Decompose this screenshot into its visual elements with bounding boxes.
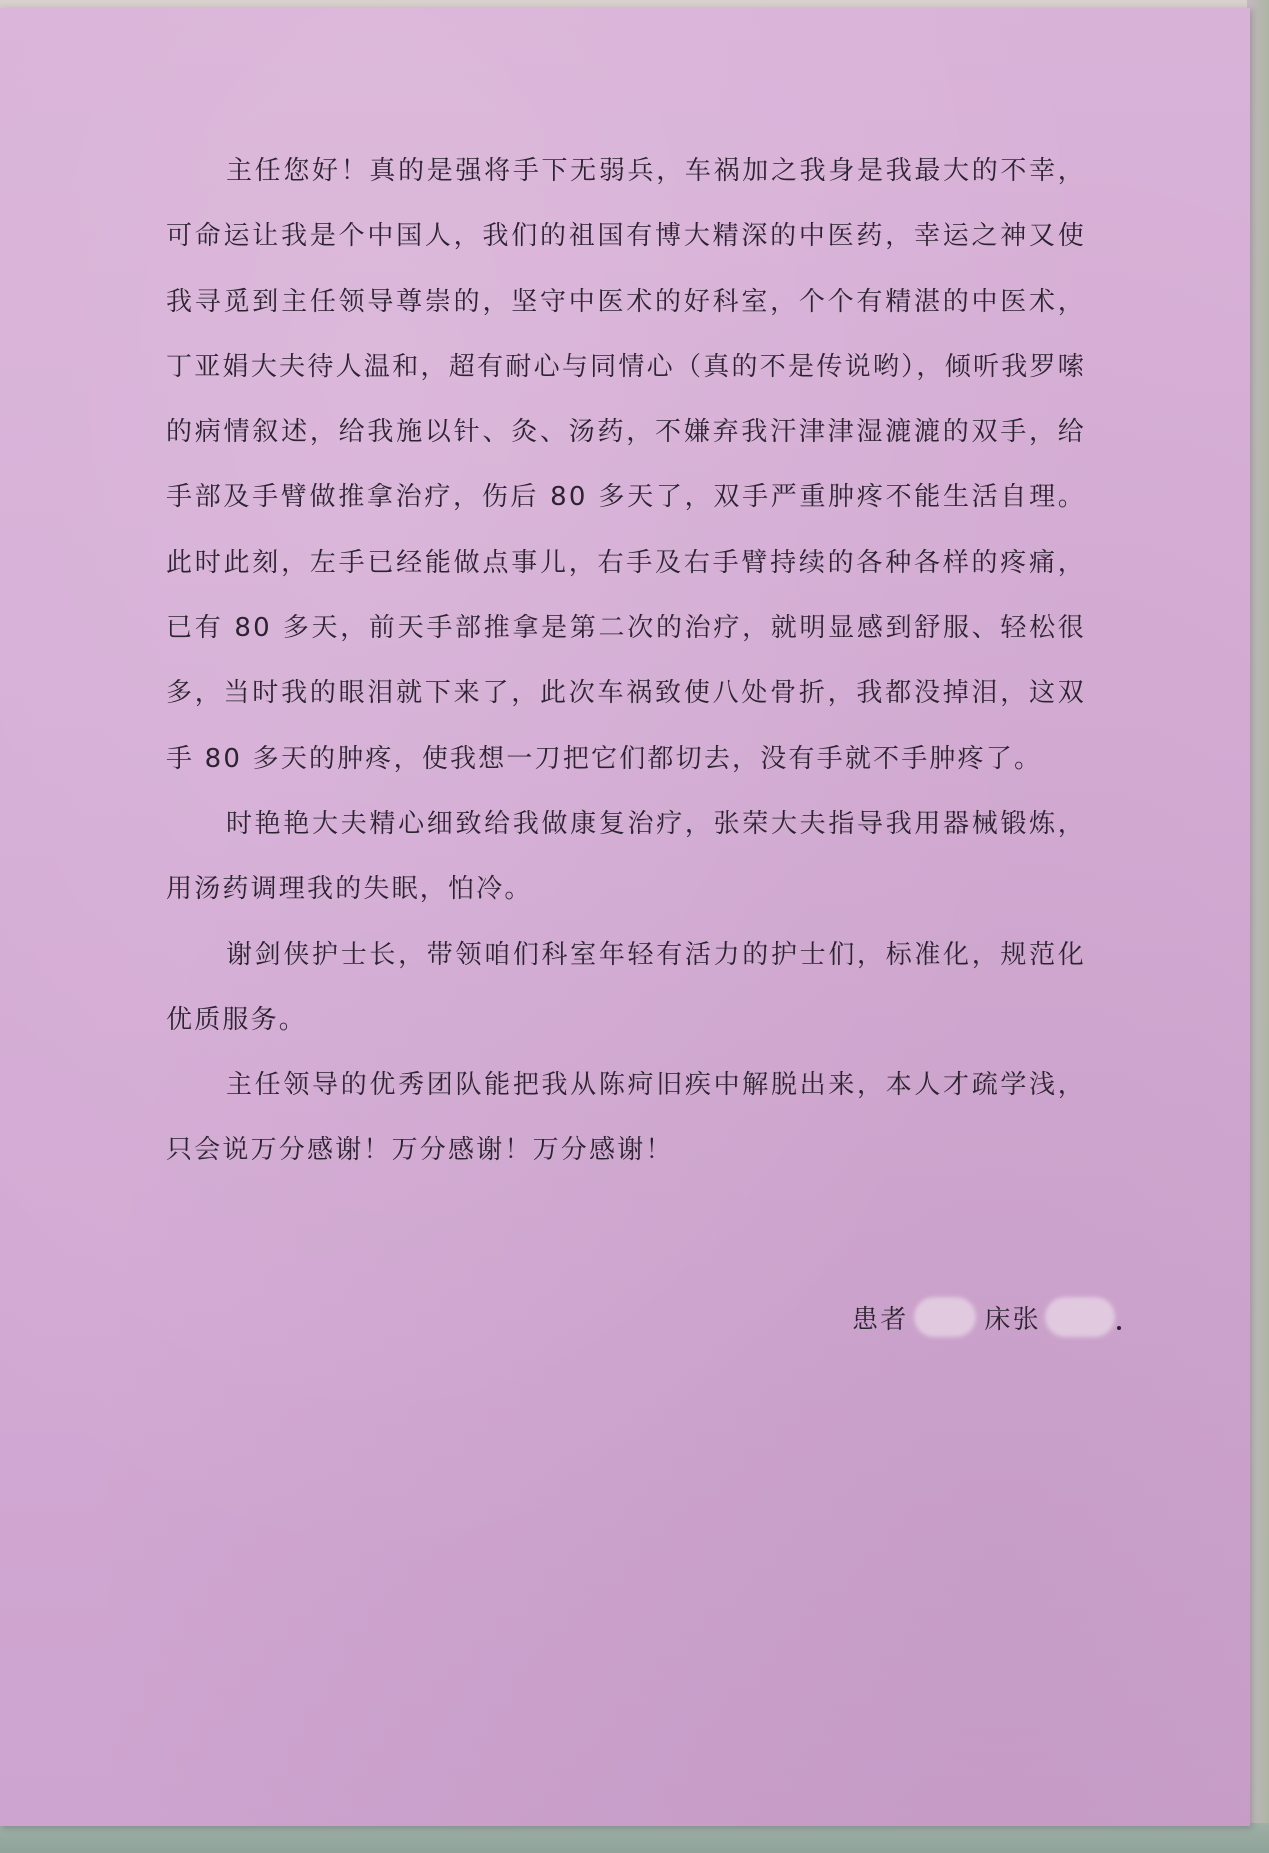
letter-body — [166, 139, 1086, 1184]
letter-paragraph-2: 时艳艳大夫精心细致给我做康复治疗，张荣大夫指导我用器械锻炼，用汤药调理我的失眠，怕冷。 — [166, 808, 1086, 905]
table-surface-right — [1247, 0, 1269, 1853]
signature-line — [852, 1291, 1121, 1343]
redaction-blur — [1045, 1297, 1115, 1337]
signature-prefix: 患者 — [852, 1304, 909, 1335]
letter-paragraph-1: 主任您好！真的是强将手下无弱兵，车祸加之我身是我最大的不幸，可命运让我是个中国人，我们的祖国有博大精深的中医药，幸运之神又使我寻觅到主任领导尊崇的，坚守中医术的好科室，个个有精湛的中医术，丁亚娟大夫待人温和，超有耐心与同情心（真的不是传说哟），倾听我罗嗦的病情叙述，给我施以针、灸、汤药，不嫌弃我汗津津湿漉漉的双手，给手部及手臂做推拿治疗，伤后 80 多天了，双手严重肿疼不能生活自理。此时此刻，左手已经能做点事儿，右手及右手臂持续的各种各样的疼痛，已有 80 多天，前天手部推拿是第二次的治疗，就明显感到舒服、轻松很多，当时我的眼泪就下来了，此次车祸致使八处骨折，我都没掉泪，这双手 80 多天的肿疼，使我想一刀把它们都切去，没有手就不手肿疼了。 — [166, 156, 1086, 774]
letter-paragraph-4: 主任领导的优秀团队能把我从陈疴旧疾中解脱出来，本人才疏学浅，只会说万分感谢！万分感谢！万分感谢！ — [166, 1070, 1086, 1166]
signature-dot — [1117, 1326, 1121, 1330]
letter-paragraph-3: 谢剑侠护士长，带领咱们科室年轻有活力的护士们，标准化，规范化优质服务。 — [166, 939, 1086, 1035]
signature-middle: 床张 — [984, 1304, 1041, 1335]
redaction-blur — [914, 1297, 976, 1337]
letter-sheet — [0, 8, 1250, 1826]
table-surface-bottom — [0, 1823, 1269, 1853]
